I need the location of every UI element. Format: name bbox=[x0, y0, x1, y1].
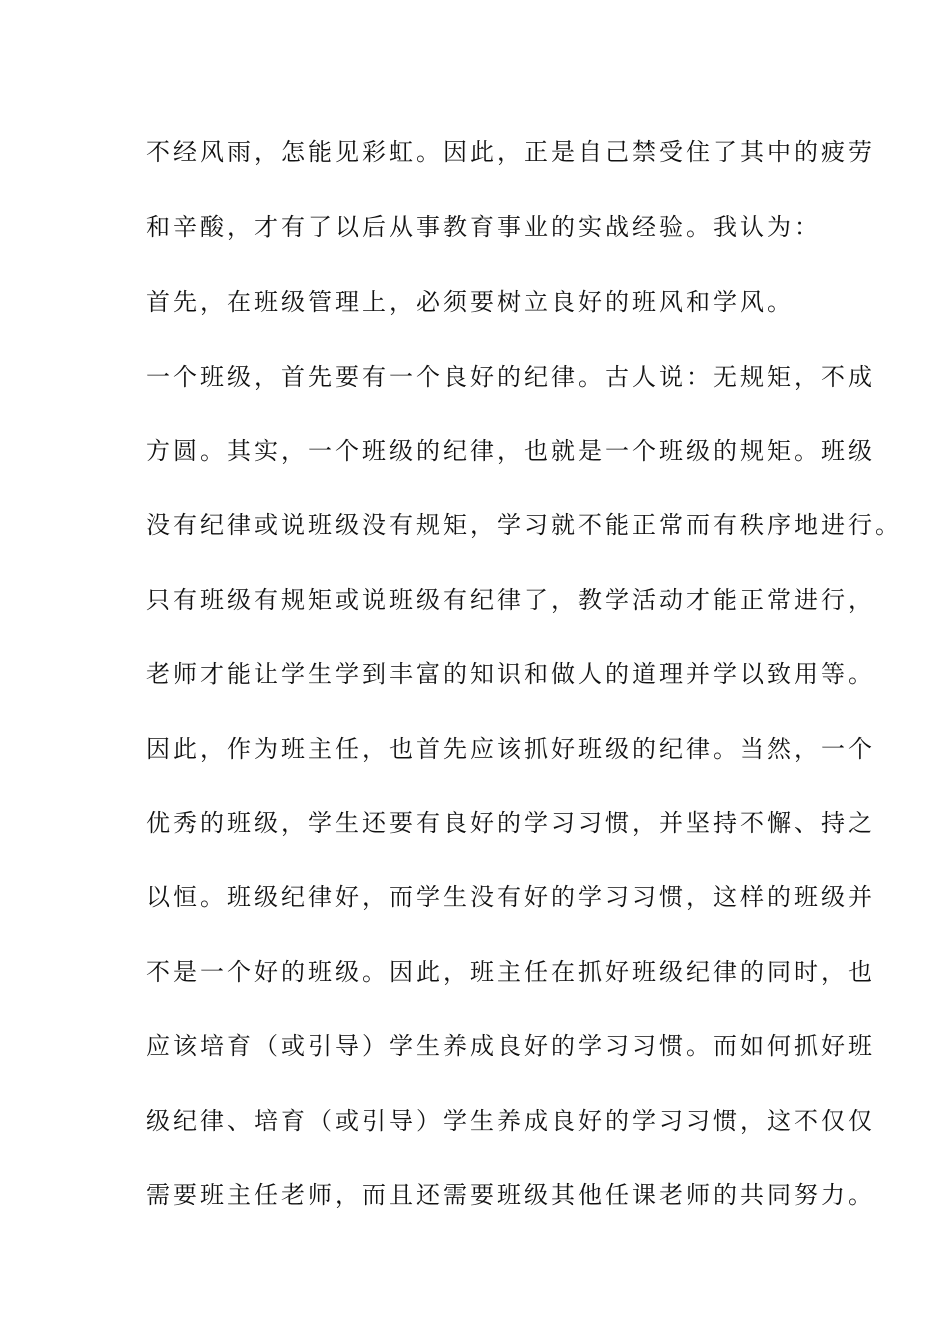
text-line: 方圆。其实，一个班级的纪律，也就是一个班级的规矩。班级 bbox=[146, 437, 875, 465]
text-line: 级纪律、培育（或引导）学生养成良好的学习习惯，这不仅仅 bbox=[146, 1107, 875, 1135]
text-line: 优秀的班级，学生还要有良好的学习习惯，并坚持不懈、持之 bbox=[146, 809, 875, 837]
text-line: 因此，作为班主任，也首先应该抓好班级的纪律。当然，一个 bbox=[146, 735, 875, 763]
text-line: 不是一个好的班级。因此，班主任在抓好班级纪律的同时，也 bbox=[146, 958, 875, 986]
text-line: 只有班级有规矩或说班级有纪律了，教学活动才能正常进行， bbox=[146, 586, 875, 614]
text-line: 需要班主任老师，而且还需要班级其他任课老师的共同努力。 bbox=[146, 1181, 875, 1209]
text-line: 不经风雨，怎能见彩虹。因此，正是自己禁受住了其中的疲劳 bbox=[146, 138, 875, 166]
text-line: 没有纪律或说班级没有规矩，学习就不能正常而有秩序地进行。 bbox=[146, 511, 902, 539]
text-line: 首先，在班级管理上，必须要树立良好的班风和学风。 bbox=[146, 288, 794, 316]
text-line: 一个班级，首先要有一个良好的纪律。古人说：无规矩，不成 bbox=[146, 363, 875, 391]
text-line: 以恒。班级纪律好，而学生没有好的学习习惯，这样的班级并 bbox=[146, 883, 875, 911]
text-line: 应该培育（或引导）学生养成良好的学习习惯。而如何抓好班 bbox=[146, 1032, 875, 1060]
text-line: 和辛酸，才有了以后从事教育事业的实战经验。我认为： bbox=[146, 213, 821, 241]
text-line: 老师才能让学生学到丰富的知识和做人的道理并学以致用等。 bbox=[146, 660, 875, 688]
